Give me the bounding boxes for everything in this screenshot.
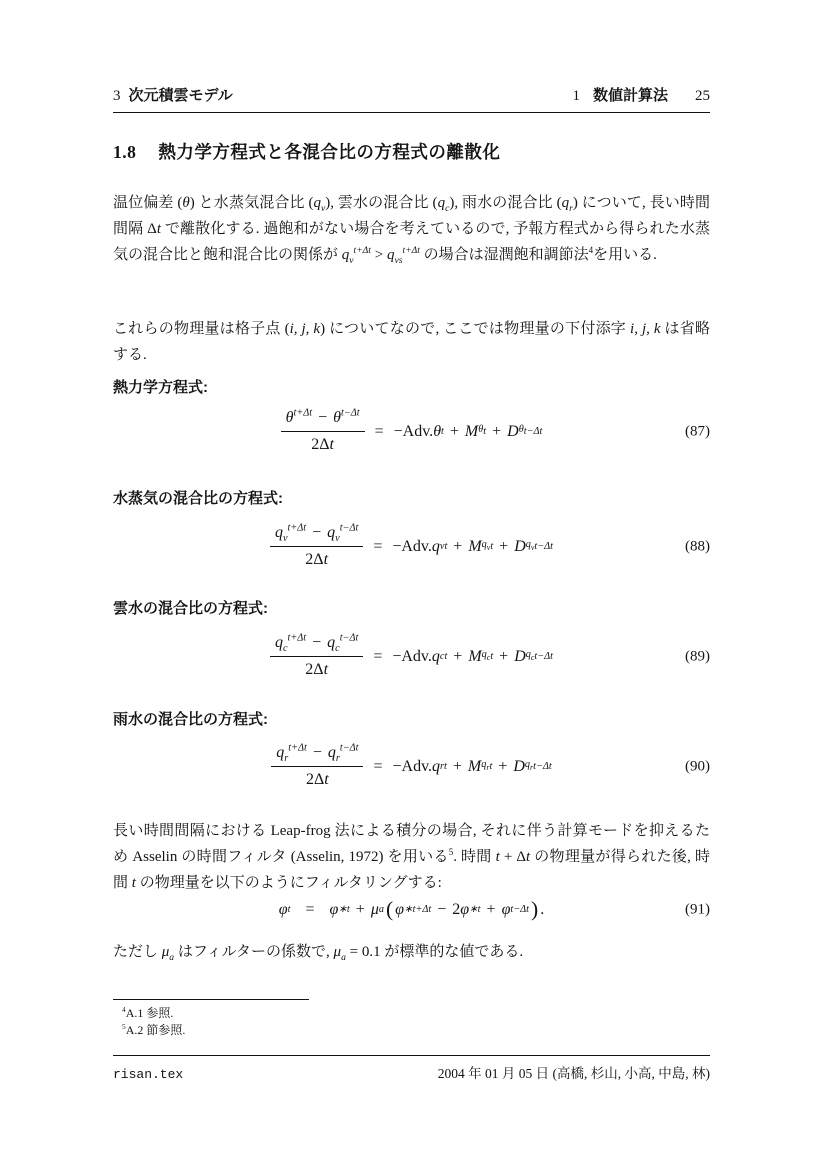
footnote-2: $^5$A.2 節参照. [122, 1022, 186, 1037]
denominator: 2Δt [305, 551, 329, 568]
paragraph-3: 長い時間間隔における Leap-frog 法による積分の場合, それに伴う計算モードを抑えるため Asselin の時間フィルタ (Asselin, 1972) を用いる$^5$. 時間 t + Δt の物理量が得られた後, 時間 t の物理量を以下のようにフィルタリングする: [113, 823, 710, 891]
footnotes [113, 999, 710, 1039]
diffusion-term: D [513, 757, 525, 775]
equation-label-rain: 雨水の混合比の方程式: [113, 711, 268, 728]
numerator: $q_r^{t+\Delta t} - q_r^{t-\Delta t}$ [271, 744, 363, 767]
running-section-title: 数値計算法 [592, 87, 668, 104]
denominator: 2Δt [311, 436, 334, 453]
equation-label-cloud: 雲水の混合比の方程式: [113, 600, 268, 617]
fraction [271, 744, 363, 789]
page-number: 25 [695, 88, 710, 104]
equation-91-math: φ t = φ ∗t + μ a ( φ ∗t+Δt − 2 φ ∗t + φ t−Δt ) . [278, 897, 545, 921]
date-and-authors: 2004 年 01 月 05 日 (高橋, 杉山, 小高, 中島, 林) [437, 1066, 710, 1081]
equation-90-math: $\frac{q_r^{t+\Delta t} - q_r^{t-\Delta t}}{2\Delta t}$ = −Adv. q r t + M $q_r$ t + D $q_r$ t−Δt [271, 744, 552, 789]
equation-label-thermodynamic: 熱力学方程式: [113, 379, 208, 396]
advection-term: −Adv. [392, 647, 432, 665]
equation-90 [113, 744, 710, 789]
running-title-text: 次元積雲モデル [128, 87, 233, 104]
equation-number: (87) [685, 423, 710, 439]
page-header [113, 84, 710, 113]
source-term: M [468, 647, 482, 665]
section-heading [113, 139, 710, 164]
denominator: 2Δt [305, 661, 329, 678]
filter-coefficient: μ [370, 900, 379, 918]
page-footer [113, 1055, 710, 1082]
running-section [572, 84, 710, 105]
running-title [113, 84, 233, 105]
source-term: M [467, 757, 482, 775]
equation-91 [113, 897, 710, 922]
source-filename: risan.tex [113, 1067, 184, 1082]
equation-89-math: $\frac{q_c^{t+\Delta t} - q_c^{t-\Delta t}}{2\Delta t}$ = −Adv. q c t + M $q_c$ t + D $q_c$ t−Δt [270, 634, 553, 679]
equals-sign: = [305, 900, 315, 918]
denominator: 2Δt [305, 771, 329, 788]
advection-term: −Adv. [392, 537, 432, 555]
diffusion-term: D [507, 422, 519, 440]
diffusion-term: D [514, 647, 526, 665]
equals-sign: = [373, 537, 383, 555]
numerator: $q_c^{t+\Delta t} - q_c^{t-\Delta t}$ [270, 634, 363, 657]
section-title: 熱力学方程式と各混合比の方程式の離散化 [158, 142, 501, 162]
equation-number: (90) [685, 758, 710, 774]
equation-number: (89) [685, 648, 710, 664]
equals-sign: = [374, 422, 384, 440]
footnote-separator [113, 999, 309, 1000]
fraction [281, 409, 365, 454]
equation-87 [113, 409, 710, 454]
equals-sign: = [373, 647, 383, 665]
equation-88 [113, 524, 710, 569]
advection-term: −Adv. [393, 422, 434, 440]
footnote-1: $^4$A.1 参照. [122, 1005, 174, 1020]
equation-label-vapor: 水蒸気の混合比の方程式: [113, 490, 283, 507]
fraction [270, 634, 363, 679]
equation-number: (91) [685, 901, 710, 917]
numerator: $\theta^{t+\Delta t} - \theta^{t-\Delta t}$ [281, 409, 365, 432]
running-title-number: 3 [113, 88, 121, 104]
diffusion-term: D [514, 537, 526, 555]
equation-88-math: $\frac{q_v^{t+\Delta t} - q_v^{t-\Delta t}}{2\Delta t}$ = −Adv. q v t + M $q_v$ t + D $q_v$ t−Δt [270, 524, 553, 569]
equation-89 [113, 634, 710, 679]
section-number: 1.8 [113, 142, 137, 162]
numerator: $q_v^{t+\Delta t} - q_v^{t-\Delta t}$ [270, 524, 363, 547]
source-term: M [464, 422, 479, 440]
fraction [270, 524, 363, 569]
source-term: M [468, 537, 482, 555]
paragraph-1: 温位偏差 (θ) と水蒸気混合比 $(q_v)$, 雲水の混合比 $(q_c)$, 雨水の混合比 $(q_r)$ について, 長い時間間隔 Δt で離散化する. 過飽和がない場合を考えているので, 予報方程式から得られた水蒸気の混合比と飽和混合比の関係が $q_v^{t+\Delta t} > q_{vs}^{t+\Delta t}$ の場合は湿潤飽和調節法$^4$を用いる. [113, 195, 711, 266]
page-content [113, 0, 710, 1169]
advection-term: −Adv. [392, 757, 433, 775]
right-paren: ) [531, 897, 539, 921]
running-section-number: 1 [572, 88, 580, 104]
equals-sign: = [373, 757, 383, 775]
equation-87-math: $\frac{\theta^{t+\Delta t} - \theta^{t-\Delta t}}{2\Delta t}$ = −Adv. θ t + M θ t + D θ t−Δt [281, 409, 543, 454]
left-paren: ( [385, 897, 394, 921]
paragraph-2: これらの物理量は格子点 (i, j, k) についてなので, ここでは物理量の下付添字 i, j, k は省略する. [113, 321, 710, 363]
paragraph-4: ただし $\mu_a$ はフィルターの係数で, $\mu_a = 0.1$ が標準的な値である. [113, 944, 524, 963]
equation-number: (88) [685, 538, 710, 554]
